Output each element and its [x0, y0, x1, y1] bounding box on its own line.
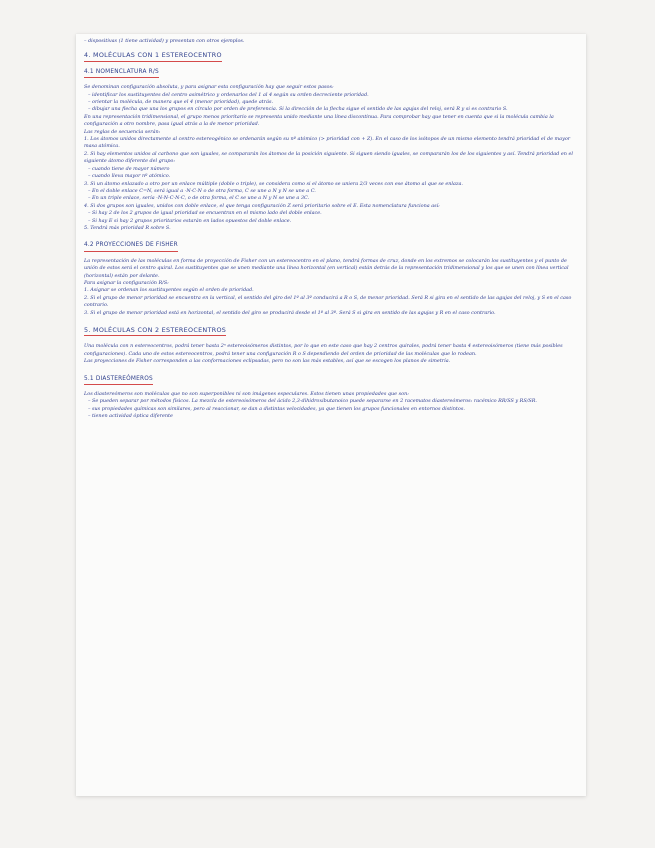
rule-2-sub-2: – cuando lleva mayor nº atómico. [88, 173, 171, 180]
step-2: – orientar la molécula, de manera que el 4 (menor prioridad), quede atrás. [88, 99, 274, 106]
rule-2-sub-1: – cuando tiene de mayor número [88, 165, 170, 172]
stereocenters-paragraph: Una molécula con n estereocentros, podrá tener hasta 2ⁿ estereoisómeros distintos, por lo que en este caso que hay 2 centros quirales, podrá tener hasta 4 estereoisómeros (tiene más posibles configuraciones). Cada uno de estos estereocentros, podrá tener una configuración R o S dependiendo del orden de prioridad de las moléculas que lo rodean. [84, 343, 563, 357]
fisher-eclipsed-paragraph: Las proyecciones de Fisher corresponden a las conformaciones eclipsadas, pero no son las más estables, así que se escogen los planos de simetría. [84, 358, 451, 365]
section-5-1-title: 5.1 DIASTEREÓMEROS [84, 376, 153, 385]
rule-4-sub-1: – Si hay 2 de los 2 grupos de igual prioridad se encuentran en el mismo lado del doble enlace. [88, 210, 322, 217]
assign-intro: Para asignar la configuración R/S: [84, 279, 169, 286]
assign-step-2: 2. Si el grupo de menor prioridad se encuentra en la vertical, el sentido del giro del 1º al 3º conducirá a R o S, de menor prioridad. Será R si gira en el sentido de las agujas del reloj, y S en el caso contrario. [84, 294, 572, 309]
diastereomers-item-3: – tienen actividad óptica diferente [88, 413, 173, 420]
rule-3: 3. Si un átomo enlazado a otro por un enlace múltiple (doble o triple), se considera como si el átomo se uniera 2/3 veces con ese átomo al que se enlaza. [84, 180, 463, 187]
rule-5: 5. Tendrá más prioridad R sobre S. [84, 224, 171, 231]
notebook-page [76, 34, 586, 796]
fisher-paragraph: La representación de las moléculas en forma de proyección de Fisher con un estereocentro en el plano, tendrá formas de cruz, donde en los extremos se colocarán los sustituyentes y el punto de unión de estos será el centro quiral. Los sustituyentes que se unen mediante una línea horizontal (en vertical) están detrás de la representación tridimensional y los que se unen con línea vertical (horizontal) están por delante. [84, 257, 569, 279]
page-content [84, 38, 578, 421]
rule-1: 1. Los átomos unidos directamente al centro estereogénico se ordenarán según su nº atómico (> prioridad con + Z). En el caso de los isótopos de un mismo elemento tendrá prioridad el de mayor masa atómica. [84, 136, 571, 150]
rules-intro: Las reglas de secuencia serán: [84, 128, 161, 135]
rule-4-sub-2: – Si hay E si hay 2 grupos prioritarios estarán en lados opuestos del doble enlace. [88, 217, 292, 224]
section-4-1-title: 4.1 NOMENCLATURA R/S [84, 69, 159, 78]
section-4-2-title: 4.2 PROYECCIONES DE FISHER [84, 242, 178, 251]
step-1: – identificar los sustituyentes del centro asimétrico y ordenarlos del 1 al 4 según su orden decreciente prioridad. [88, 91, 369, 98]
rule-4: 4. Si dos grupos son iguales, unidos con doble enlace, el que tenga configuración Z será prioritario sobre el E. Esta nomenclatura funciona así: [84, 202, 440, 209]
diastereomers-item-2: – sus propiedades químicas son similares, pero al reaccionar, se dan a distintas velocidades, ya que tienen los grupos funcionales en entornos distintos. [88, 405, 465, 412]
rule-3-sub-2: – En un triple enlace, sería -N-N-C-N-C, o de otra forma, el C se une a N y N se une a 3C. [88, 195, 310, 202]
projection-paragraph: En una representación tridimensional, el grupo menos prioritario se representa unido mediante una línea discontinua. Para comprobar hay que tener en cuenta que si la molécula cambia la configuración a otro nombre, pasa igual atrás a la de menor prioridad. [84, 113, 554, 128]
nomenclature-intro: Se denominan configuración absoluta, y para asignar esta configuración hay que seguir estos pasos: [84, 84, 334, 91]
rule-2: 2. Si hay elementos unidos al carbono que son iguales, se compararán los átomos de la posición siguiente. Si siguen siendo iguales, se compararán los de los siguientes y así. Tendrá prioridad en el siguiente átomo diferente del grupo: [84, 150, 573, 165]
rule-3-sub-1: – En el doble enlace C=N, será igual a -N-C-N o de otra forma, C se une a N y N se une a C. [88, 187, 316, 194]
diastereomers-item-1: – Se pueden separar por métodos físicos. La mezcla de estereoisómeros del ácido 2,3-dihidroxibutanoico puede separarse en 2 racematos diastereómeros: racémico RR/SS y RS/SR. [88, 398, 537, 405]
assign-step-3: 3. Si el grupo de menor prioridad está en horizontal, el sentido del giro se producirá desde el 1º al 3º. Será S si gira en sentido de las agujas y R en el caso contrario. [84, 309, 496, 316]
section-5-title: 5. MOLÉCULAS CON 2 ESTEREOCENTROS [84, 327, 226, 336]
diastereomers-intro: Los diastereómeros son moléculas que no son superponibles ni son imágenes especulares. Estos tienen unas propiedades que son: [84, 391, 409, 398]
step-3: – dibujar una flecha que una los grupos en círculo por orden de preferencia. Si la dirección de la flecha sigue el sentido de las agujas del reloj, será R y si es contrario S. [88, 106, 508, 113]
section-4-title: 4. MOLÉCULAS CON 1 ESTEREOCENTRO [84, 52, 222, 61]
top-line: – dispositivas (1 tiene actividad) y presentan con otros ejemplos. [84, 38, 245, 44]
assign-step-1: 1. Asignar se ordenan los sustituyentes según el orden de prioridad. [84, 287, 254, 294]
